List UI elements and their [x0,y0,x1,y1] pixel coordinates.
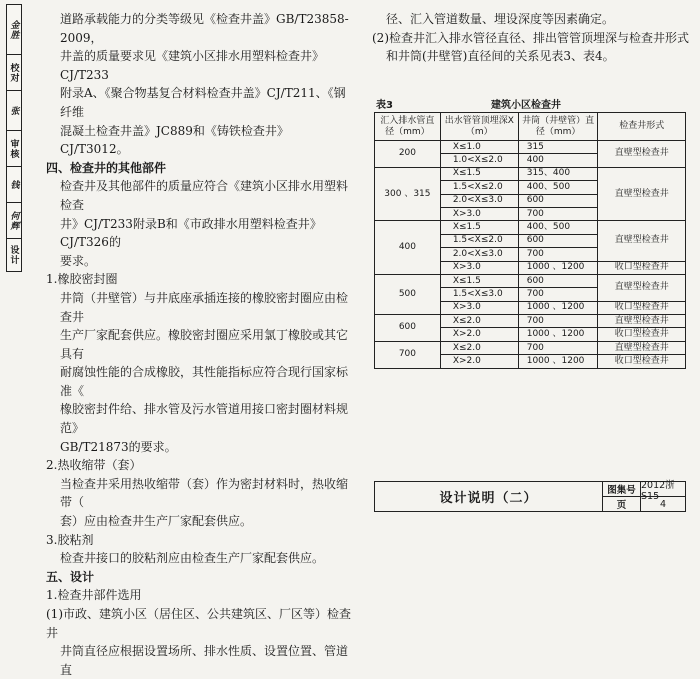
paragraph-line: 要求。 [60,253,97,268]
table-title: 建筑小区检查井 [491,100,561,111]
cell-depth: 1.0<X≤2.0 [440,154,518,167]
cell-shaft: 700 [518,207,598,220]
cell-type: 收口型检查井 [598,355,686,368]
cell-depth: X>3.0 [440,301,518,314]
cell-shaft: 400、500 [518,181,598,194]
header-shaft-diameter: 井筒（井壁管）直径（mm） [518,113,598,141]
page-number: 4 [659,498,667,510]
cell-shaft: 700 [518,315,598,328]
table-caption [376,96,686,112]
label-check: 校对 [7,55,21,91]
table-number: 表3 [376,100,393,111]
title-block [374,481,686,512]
cell-type: 直壁型检查井 [598,341,686,354]
cell-shaft: 600 [518,274,598,287]
paragraph-line: 井》CJ/T233附录B和《市政排水用塑料检查井》CJ/T326的 [60,216,322,250]
signature-strip [6,4,22,272]
cell-type: 收口型检查井 [598,301,686,314]
cell-depth: X>2.0 [440,328,518,341]
table-header-row [375,113,686,141]
paragraph-line: 井筒直径应根据设置场所、排水性质、设置位置、管道直 [60,644,349,677]
cell-depth: 2.0<X≤3.0 [440,248,518,261]
paragraph-line: 道路承载能力的分类等级见《检查井盖》GB/T23858-2009， [60,12,349,45]
paragraph-line: (2)检查井汇入排水管径直径、排出管管顶埋深与检查井形式 [372,30,690,45]
paragraph-line: 和井筒(井壁管)直径间的关系见表3、表4。 [386,49,615,64]
header-inlet-diameter: 汇入排水管直径（mm） [375,113,441,141]
cell-shaft: 700 [518,248,598,261]
paragraph-line: GB/T21873的要求。 [60,439,177,454]
cell-diameter: 200 [375,141,441,168]
paragraph-line: 生产厂家配套供应。橡胶密封圈应采用氯丁橡胶或其它具有 [60,328,349,361]
cell-type: 直壁型检查井 [598,221,686,261]
cell-shaft: 1000 、1200 [518,301,598,314]
table-row [375,315,686,328]
cell-depth: X≤2.0 [440,341,518,354]
cell-shaft: 1000 、1200 [518,328,598,341]
cell-depth: X≤1.5 [440,274,518,287]
cell-diameter: 500 [375,274,441,314]
item-heading: 2.热收缩带（套） [46,458,142,473]
cell-shaft: 700 [518,341,598,354]
paragraph-line: 附录A、《聚合物基复合材料检查井盖》CJ/T211、《钢纤维 [60,86,346,119]
atlas-number-label: 图集号 [603,482,641,497]
paragraph-line: 当检查井采用热收缩带（套）作为密封材料时，热收缩带（ [60,476,349,510]
cell-depth: X>3.0 [440,207,518,220]
cell-shaft: 315 [518,141,598,154]
right-column-text [372,10,690,66]
cell-diameter: 600 [375,315,441,342]
cell-diameter: 300 、315 [375,167,441,221]
item-heading: 1.检查井部件选用 [46,588,142,603]
table-row [375,221,686,234]
cell-diameter: 700 [375,341,441,368]
cell-type: 收口型检查井 [598,261,686,274]
cell-shaft: 1000 、1200 [518,355,598,368]
signature-designer: 钱 [7,167,21,203]
paragraph-line: 套）应由检查井生产厂家配套供应。 [60,514,253,529]
cell-depth: X≤1.5 [440,167,518,180]
paragraph-line: 耐腐蚀性能的合成橡胶，其性能指标应符合现行国家标准《 [60,365,349,398]
page-label: 页 [603,497,641,511]
cell-depth: X>3.0 [440,261,518,274]
table-row [375,167,686,180]
cell-shaft: 400 [518,154,598,167]
cell-shaft: 700 [518,288,598,301]
item-heading: 3.胶粘剂 [46,532,94,547]
header-outlet-depth: 出水管管顶埋深X（m） [440,113,518,141]
left-column-text [46,10,356,679]
table-row [375,141,686,154]
section-heading-5: 五、设计 [46,569,95,584]
sheet-title: 设计说明（二） [375,482,603,511]
paragraph-line: 检查井及其他部件的质量应符合《建筑小区排水用塑料检查 [60,179,349,212]
cell-depth: X≤1.0 [440,141,518,154]
paragraph-line: 井筒（井壁管）与井底座承插连接的橡胶密封圈应由检查井 [60,290,349,324]
cell-shaft: 600 [518,234,598,247]
paragraph-line: 井盖的质量要求见《建筑小区排水用塑料检查井》CJ/T233 [60,49,325,82]
cell-depth: 2.0<X≤3.0 [440,194,518,207]
inspection-well-table [374,112,686,369]
paragraph-line: 检查井接口的胶粘剂应由检查生产厂家配套供应。 [60,551,325,566]
cell-type: 直壁型检查井 [598,315,686,328]
cell-shaft: 1000 、1200 [518,261,598,274]
cell-shaft: 600 [518,194,598,207]
paragraph-line: 橡胶密封件给、排水管及污水管道用接口密封圈材料规范》 [60,402,349,436]
header-well-type: 检查井形式 [598,113,686,141]
cell-shaft: 315、400 [518,167,598,180]
cell-depth: X≤2.0 [440,315,518,328]
cell-depth: X≤1.5 [440,221,518,234]
cell-depth: 1.5<X≤2.0 [440,181,518,194]
paragraph-line: 径、汇入管道数量、埋设深度等因素确定。 [386,12,615,26]
cell-type: 直壁型检查井 [598,274,686,301]
cell-depth: 1.5<X≤2.0 [440,234,518,247]
cell-diameter: 400 [375,221,441,275]
signature-designer-2: 何辉 [7,203,21,239]
atlas-number-value: 2012浙S15 [641,482,685,497]
cell-type: 收口型检查井 [598,328,686,341]
table-row [375,274,686,287]
signature-checker: 张 [7,91,21,131]
cell-depth: X>2.0 [440,355,518,368]
paragraph-line: (1)市政、建筑小区（居住区、公共建筑区、厂区等）检查井 [46,607,352,640]
cell-type: 直壁型检查井 [598,141,686,168]
paragraph-line: 混凝土检查井盖》JC889和《铸铁检查井》CJ/T3012。 [60,123,289,157]
label-design: 设计 [8,245,19,265]
cell-type: 直壁型检查井 [598,167,686,221]
label-review: 审核 [7,131,21,167]
cell-depth: 1.5<X≤3.0 [440,288,518,301]
table-row [375,341,686,354]
section-heading-4: 四、检查井的其他部件 [46,160,167,175]
item-heading: 1.橡胶密封圈 [46,272,118,287]
signature-reviewer: 金胜 [7,5,21,55]
cell-shaft: 400、500 [518,221,598,234]
